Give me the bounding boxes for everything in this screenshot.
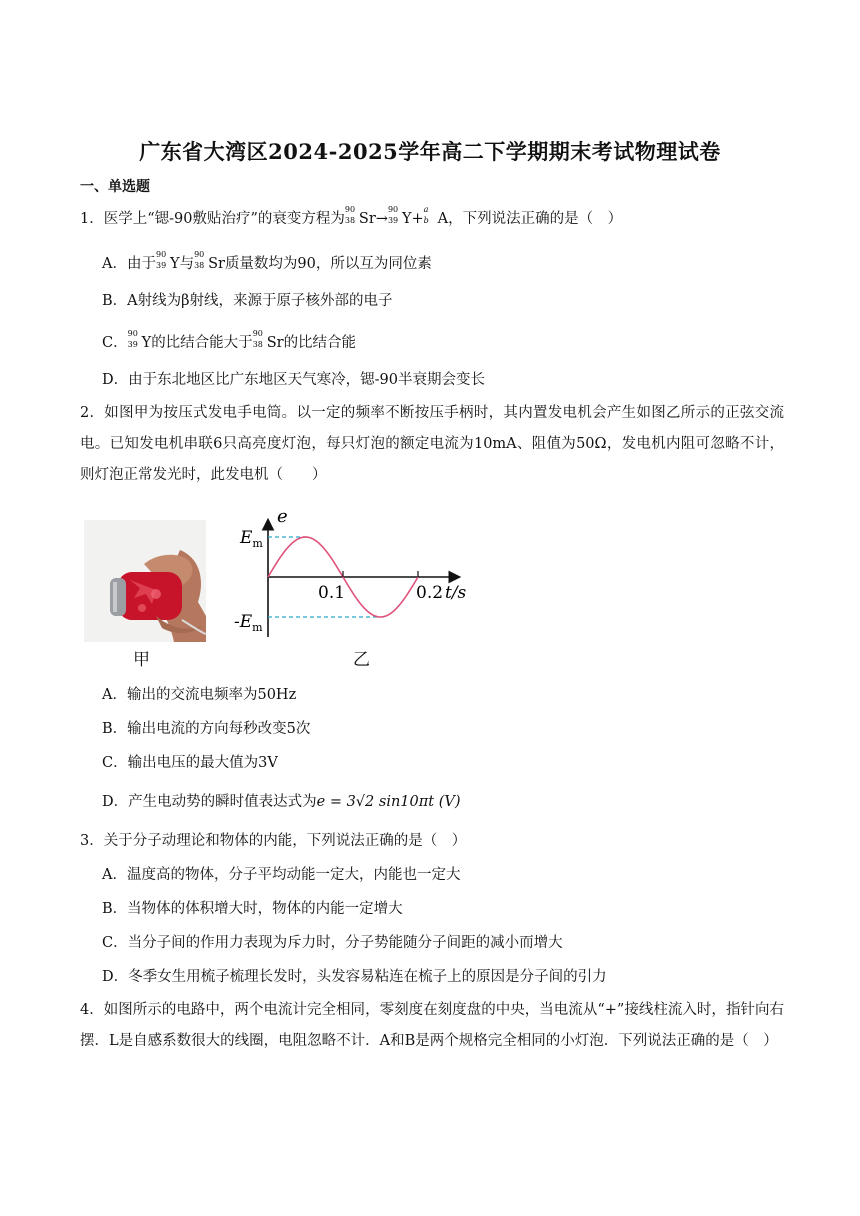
q3-stem: 3．关于分子动理论和物体的内能，下列说法正确的是（ ） <box>80 833 467 849</box>
q2-option-d: D．产生电动势的瞬时值表达式为e = 3√2 sin10πt (V) <box>102 794 461 810</box>
q2-stem: 2．如图甲为按压式发电手电筒。以一定的频率不断按压手柄时，其内置发电机会产生如图乙所示的正弦交流电。已知发电机串联6只高亮度灯泡，每只灯泡的额定电流为10mA、阻值为50Ω，发电机内阻可忽略不计，则灯泡正常发光时，此发电机（ ） <box>80 405 784 483</box>
figure-caption-jia: 甲 <box>133 650 150 670</box>
q2-option-b: B．输出电流的方向每秒改变5次 <box>102 721 311 737</box>
q3-option-d: D．冬季女生用梳子梳理长发时，头发容易粘连在梳子上的原因是分子间的引力 <box>102 969 607 985</box>
tick-label-1: 0.1 <box>318 583 346 603</box>
q1-option-a: A．由于 90 39 Y与 90 38 Sr质量数均为90，所以互为同位素 <box>102 250 432 272</box>
figure-caption-yi: 乙 <box>353 650 370 670</box>
flashlight-photo <box>84 520 206 642</box>
q1-option-d: D．由于东北地区比广东地区天气寒冷，锶-90半衰期会变长 <box>102 372 485 388</box>
q1-option-b: B．A射线为β射线，来源于原子核外部的电子 <box>102 293 393 309</box>
section-heading: 一、单选题 <box>80 179 150 195</box>
q2-option-a: A．输出的交流电频率为50Hz <box>102 687 297 703</box>
e-axis-label: e <box>277 506 288 527</box>
tick-label-2: 0.2 <box>416 583 444 603</box>
exam-title: 广东省大湾区2024-2025学年高二下学期期末考试物理试卷 <box>139 139 721 164</box>
t-axis-label: t/s <box>445 583 467 603</box>
q3-option-a: A．温度高的物体，分子平均动能一定大，内能也一定大 <box>102 867 461 883</box>
nuclide-sr: 90 38 <box>344 205 356 225</box>
q1-option-c: C． 90 39 Y的比结合能大于 90 38 Sr的比结合能 <box>102 329 357 351</box>
q4-stem: 4．如图所示的电路中，两个电流计完全相同，零刻度在刻度盘的中央，当电流从“+”接线柱流入时，指针向右摆．L是自感系数很大的线圈，电阻忽略不计．A和B是两个规格完全相同的小灯泡．下列说法正确的是（ ） <box>80 1002 784 1049</box>
emf-formula: e = 3√2 sin10πt (V) <box>316 794 461 810</box>
neg-em-label: $-E_m$ <box>234 612 263 634</box>
q3-option-b: B．当物体的体积增大时，物体的内能一定增大 <box>102 901 403 917</box>
q1-stem: 1．医学上“锶-90敷贴治疗”的衰变方程为 90 38 Sr→ 90 39 Y+ a b A，下列说法正确的是（ ） <box>80 205 623 227</box>
nuclide-y: 90 39 <box>387 205 399 225</box>
nuclide-a: a b <box>423 205 429 225</box>
q2-option-c: C．输出电压的最大值为3V <box>102 755 278 771</box>
q3-option-c: C．当分子间的作用力表现为斥力时，分子势能随分子间距的减小而增大 <box>102 935 563 951</box>
sine-wave-graph <box>230 505 470 640</box>
em-label: $E_m$ <box>240 528 263 550</box>
